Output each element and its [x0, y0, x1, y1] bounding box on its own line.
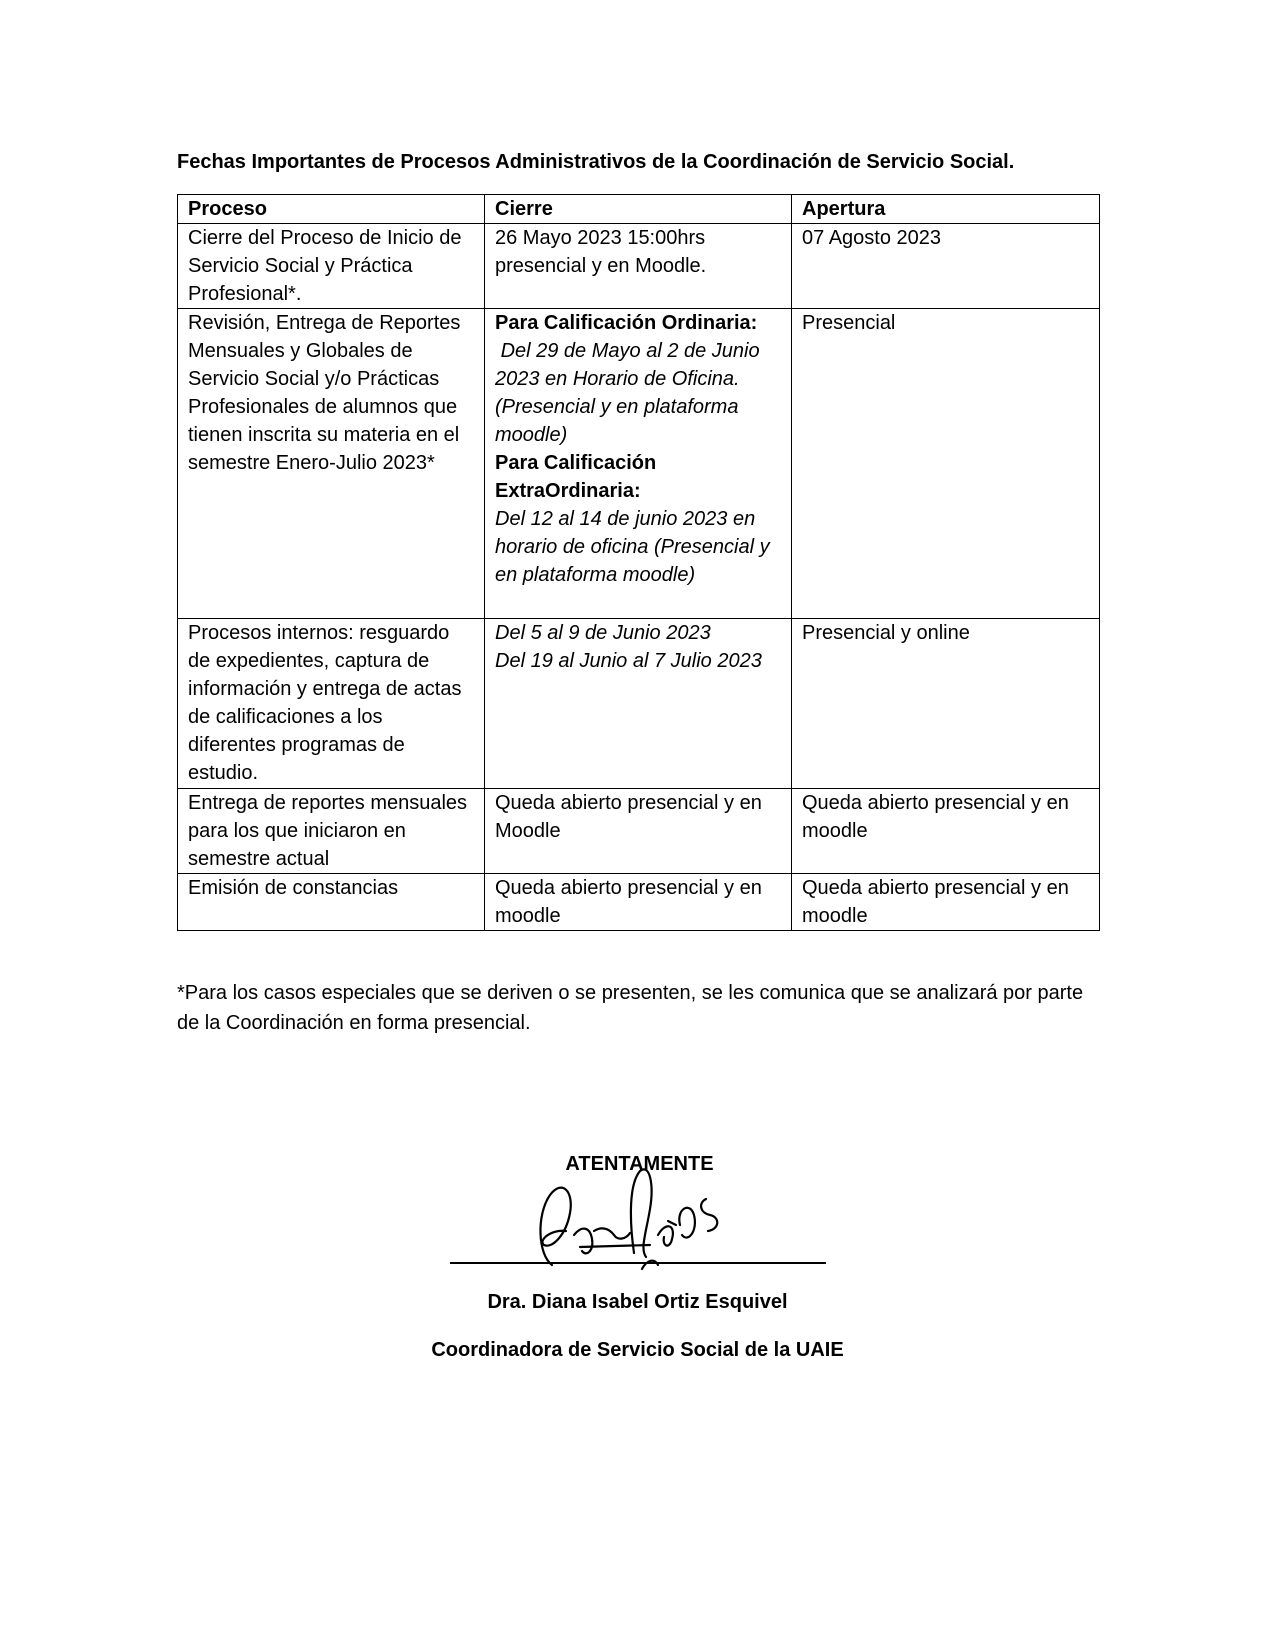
- table-row: [178, 224, 1100, 309]
- cell-proceso: Emisión de constancias: [178, 874, 485, 931]
- cell-cierre: Queda abierto presencial y en Moodle: [485, 789, 792, 874]
- table-header-row: [178, 195, 1100, 224]
- cell-apertura: Queda abierto presencial y en moodle: [792, 874, 1100, 931]
- signature-line: [450, 1262, 826, 1264]
- table-row: [178, 789, 1100, 874]
- extraordinaria-label: Para Calificación ExtraOrdinaria:: [495, 452, 657, 502]
- cell-apertura: Presencial y online: [792, 619, 1100, 789]
- cell-cierre: [485, 619, 792, 789]
- document-title: Fechas Importantes de Procesos Administrativos de la Coordinación de Servicio Social.: [177, 151, 1015, 173]
- table-row: [178, 309, 1100, 619]
- table-row: [178, 874, 1100, 931]
- ordinaria-text: Del 29 de Mayo al 2 de Junio 2023 en Horario de Oficina. (Presencial y en plataforma moodle): [495, 340, 766, 446]
- dates-table: [177, 194, 1100, 931]
- handwritten-signature: [530, 1165, 750, 1275]
- cell-proceso: Cierre del Proceso de Inicio de Servicio Social y Práctica Profesional*.: [178, 224, 485, 309]
- header-proceso: Proceso: [178, 195, 485, 224]
- signatory-name: Dra. Diana Isabel Ortiz Esquivel: [487, 1291, 788, 1313]
- cierre-line-2: Del 19 al Junio al 7 Julio 2023: [495, 650, 762, 672]
- extraordinaria-text: Del 12 al 14 de junio 2023 en horario de oficina (Presencial y en plataforma moodle): [495, 508, 770, 586]
- cell-cierre: [485, 309, 792, 619]
- cell-cierre: 26 Mayo 2023 15:00hrs presencial y en Moodle.: [485, 224, 792, 309]
- cell-proceso: Procesos internos: resguardo de expedientes, captura de información y entrega de actas de calificaciones a los diferentes programas de estudio.: [178, 619, 485, 789]
- ordinaria-label: Para Calificación Ordinaria:: [495, 312, 758, 334]
- signatory-role: Coordinadora de Servicio Social de la UAIE: [431, 1339, 844, 1361]
- cell-cierre: Queda abierto presencial y en moodle: [485, 874, 792, 931]
- cierre-line-1: Del 5 al 9 de Junio 2023: [495, 622, 711, 644]
- cell-proceso: Entrega de reportes mensuales para los que iniciaron en semestre actual: [178, 789, 485, 874]
- cell-apertura: Queda abierto presencial y en moodle: [792, 789, 1100, 874]
- cell-proceso: Revisión, Entrega de Reportes Mensuales y Globales de Servicio Social y/o Prácticas Profesionales de alumnos que tienen inscrita su materia en el semestre Enero-Julio 2023*: [178, 309, 485, 619]
- cell-apertura: Presencial: [792, 309, 1100, 619]
- closing-salutation: ATENTAMENTE: [565, 1153, 714, 1175]
- footnote: *Para los casos especiales que se deriven o se presenten, se les comunica que se analizará por parte de la Coordinación en forma presencial.: [177, 982, 1084, 1034]
- header-apertura: Apertura: [792, 195, 1100, 224]
- cell-apertura: 07 Agosto 2023: [792, 224, 1100, 309]
- header-cierre: Cierre: [485, 195, 792, 224]
- table-row: [178, 619, 1100, 789]
